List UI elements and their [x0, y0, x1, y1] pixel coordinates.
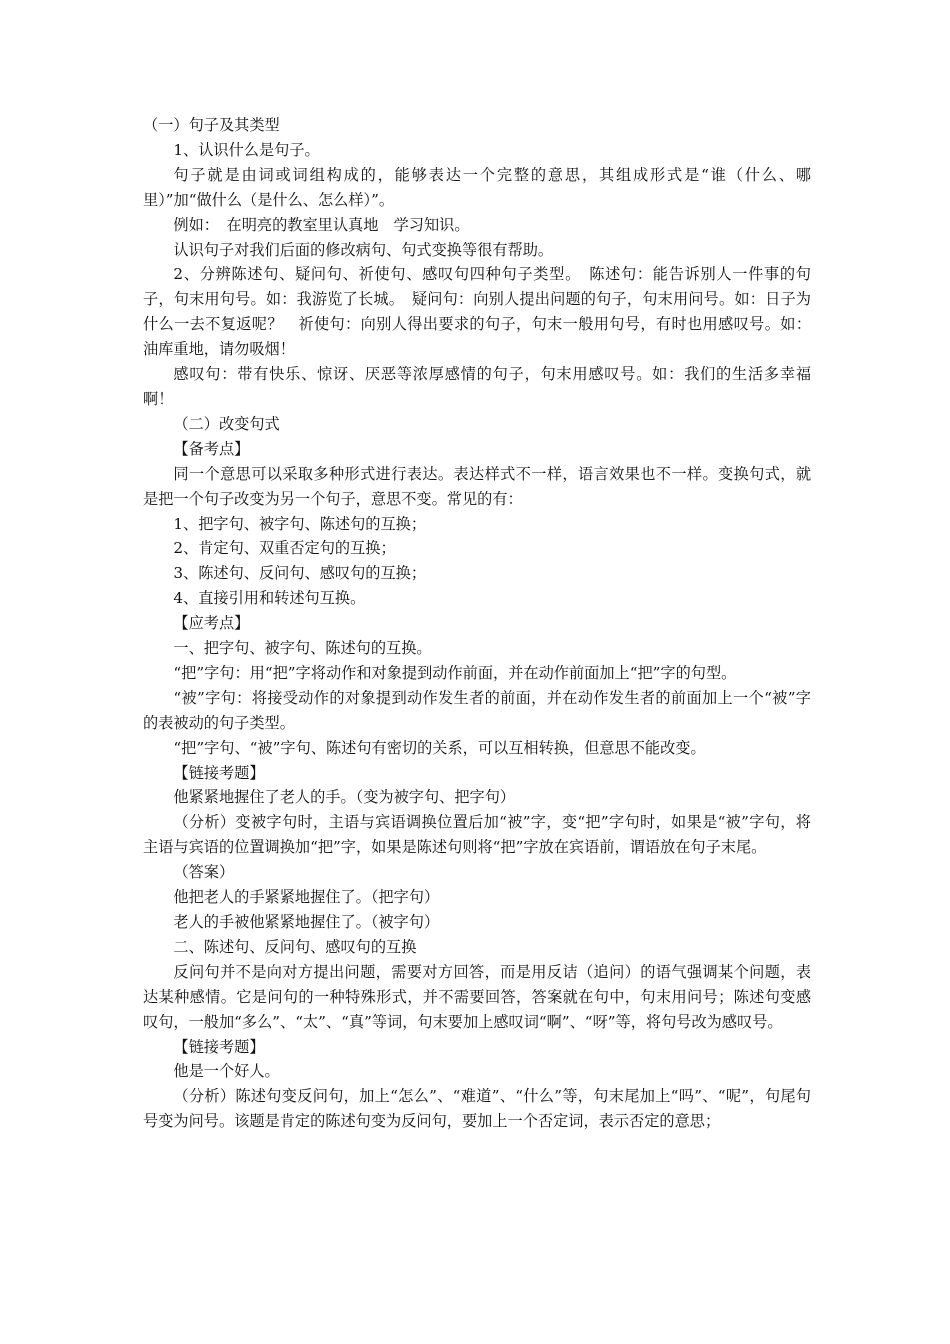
- section-heading: （一）句子及其类型: [143, 116, 280, 134]
- paragraph: “被”字句：将接受动作的对象提到动作发生者的前面，并在动作发生者的前面加上一个“被”字的表被动的句子类型。: [143, 688, 811, 732]
- document-page: [143, 113, 811, 1134]
- list-item: 1、把字句、被字句、陈述句的互换；: [173, 514, 427, 533]
- paragraph: 句子就是由词或词组构成的，能够表达一个完整的意思，其组成形式是“谁（什么、哪里）”加“做什么（是什么、怎么样）”。: [143, 165, 811, 209]
- paragraph: 例如： 在明亮的教室里认真地 学习知识。: [173, 215, 470, 234]
- list-item: 4、直接引用和转述句互换。: [173, 589, 366, 608]
- paragraph: 反问句并不是向对方提出问题，需要对方回答，而是用反诘（追问）的语气强调某个问题，表达某种感情。它是问句的一种特殊形式，并不需要回答，答案就在句中，句末用问号；陈述句变感叹句，一般加“多么”、“太”、“真”等词，句末要加上感叹词“啊”、“呀”等，将句号改为感叹号。: [143, 962, 811, 1031]
- paragraph: “把”字句：用“把”字将动作和对象提到动作前面，并在动作前面加上“把”字的句型。: [173, 663, 737, 682]
- paragraph: 他是一个好人。: [173, 1062, 280, 1081]
- list-item: 2、肯定句、双重否定句的互换；: [173, 539, 396, 558]
- bracket-heading: 【链接考题】: [173, 1037, 265, 1056]
- paragraph: （分析）变被字句时，主语与宾语调换位置后加“被”字，变“把”字句时，如果是“被”字句，将主语与宾语的位置调换加“把”字，如果是陈述句则将“把”字放在宾语前，谓语放在句子末尾。: [143, 813, 811, 857]
- bracket-heading: 【备考点】: [173, 439, 250, 458]
- paragraph: 感叹句：带有快乐、惊讶、厌恶等浓厚感情的句子，句末用感叹号。如：我们的生活多幸福啊！: [143, 365, 811, 408]
- paragraph: 他把老人的手紧紧地握住了。（把字句）: [173, 888, 440, 907]
- paragraph: （答案）: [173, 863, 235, 882]
- paragraph: 老人的手被他紧紧地握住了。（被字句）: [173, 913, 440, 931]
- paragraph: 1、认识什么是句子。: [173, 140, 320, 159]
- paragraph: 同一个意思可以采取多种形式进行表达。表达样式不一样，语言效果也不一样。变换句式，就是把一个句子改变为另一个句子，意思不变。常见的有：: [143, 464, 811, 508]
- section-heading: （二）改变句式: [173, 414, 280, 433]
- paragraph: 认识句子对我们后面的修改病句、句式变换等很有帮助。: [173, 240, 554, 259]
- paragraph: 2、分辨陈述句、疑问句、祈使句、感叹句四种句子类型。 陈述句：能告诉别人一件事的句子，句末用句号。如：我游览了长城。 疑问句：向别人提出问题的句子，句末用问号。如：日子为什么一去不复返呢？ 祈使句：向别人得出要求的句子，句末一般用句号，有时也用感叹号。如：油库重地，请勿吸烟！: [143, 265, 811, 359]
- paragraph: 二、陈述句、反问句、感叹句的互换: [173, 937, 417, 956]
- bracket-heading: 【链接考题】: [173, 763, 265, 782]
- bracket-heading: 【应考点】: [173, 614, 250, 633]
- paragraph: 一、把字句、被字句、陈述句的互换。: [173, 639, 432, 658]
- list-item: 3、陈述句、反问句、感叹句的互换；: [173, 564, 427, 583]
- paragraph: （分析）陈述句变反问句，加上“怎么”、“难道”、“什么”等，句末尾加上“吗”、“呢”，句尾句号变为问号。该题是肯定的陈述句变为反问句，要加上一个否定词，表示否定的意思；: [143, 1087, 811, 1131]
- paragraph: 他紧紧地握住了老人的手。（变为被字句、把字句）: [173, 788, 516, 807]
- paragraph: “把”字句、“被”字句、陈述句有密切的关系，可以互相转换，但意思不能改变。: [173, 738, 706, 757]
